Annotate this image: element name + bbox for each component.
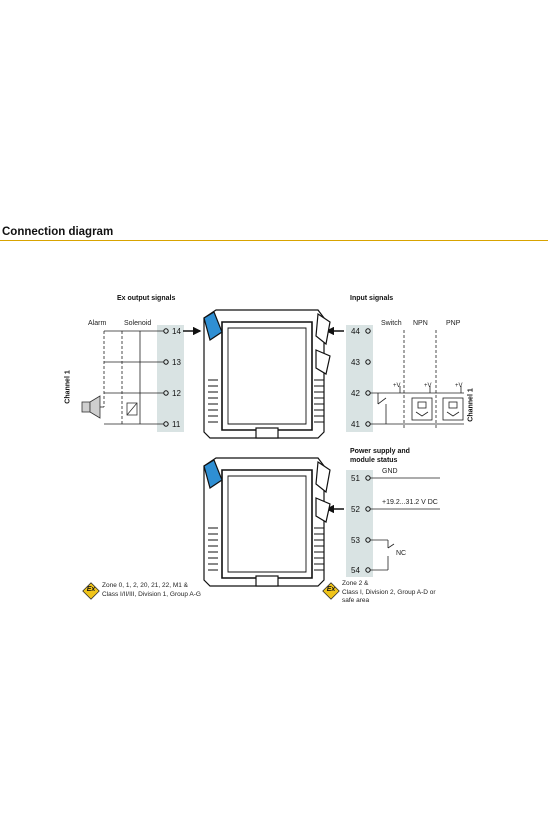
note-right-line2: Class I, Division 2, Group A-D or xyxy=(342,588,436,596)
terminal-43: 43 xyxy=(351,358,360,367)
terminal-51: 51 xyxy=(351,474,360,483)
note-left-line1: Zone 0, 1, 2, 20, 21, 22, M1 & xyxy=(102,582,188,589)
terminal-13: 13 xyxy=(172,358,181,367)
plus-v-switch: +V xyxy=(393,383,401,389)
terminal-53: 53 xyxy=(351,536,360,545)
gnd-label: GND xyxy=(382,468,398,475)
channel-left-label: Channel 1 xyxy=(64,370,72,404)
input-signals-heading: Input signals xyxy=(350,295,394,302)
power-heading-line2: module status xyxy=(350,457,398,464)
note-left-line2: Class I/II/III, Division 1, Group A-G xyxy=(102,590,201,598)
pnp-sensor-icon xyxy=(443,398,463,420)
npn-sensor-icon xyxy=(412,398,432,420)
supply-label: +19.2...31.2 V DC xyxy=(382,499,438,506)
terminal-52: 52 xyxy=(351,505,360,514)
ex-output-heading: Ex output signals xyxy=(117,295,176,302)
solenoid-label: Solenoid xyxy=(124,320,152,327)
note-right-line1: Zone 2 & xyxy=(342,580,369,587)
terminal-42: 42 xyxy=(351,389,360,398)
terminal-11: 11 xyxy=(172,420,181,429)
left-terminal-circles xyxy=(164,329,168,426)
right-terminal-circles xyxy=(366,329,370,572)
power-heading-line1: Power supply and xyxy=(350,448,410,455)
module-top xyxy=(204,310,330,438)
pnp-label: PNP xyxy=(446,320,461,327)
terminal-12: 12 xyxy=(172,389,181,398)
switch-contact-icon xyxy=(378,393,386,424)
ex-badge-left-text: Ex xyxy=(86,586,96,593)
plus-v-pnp: +V xyxy=(455,383,463,389)
alarm-horn-icon xyxy=(82,396,100,418)
alarm-label: Alarm xyxy=(88,320,107,327)
diagram-title: Connection diagram xyxy=(2,226,114,238)
terminal-44: 44 xyxy=(351,327,360,336)
terminal-41: 41 xyxy=(351,420,360,429)
terminal-14: 14 xyxy=(172,327,181,336)
ex-badge-right-text: Ex xyxy=(326,586,336,593)
power-wiring xyxy=(370,478,440,570)
note-right-line3: safe area xyxy=(342,597,370,604)
nc-label: NC xyxy=(396,550,407,557)
module-bottom xyxy=(204,458,330,586)
npn-label: NPN xyxy=(413,320,428,327)
terminal-54: 54 xyxy=(351,566,360,575)
channel-right-label: Channel 1 xyxy=(467,388,475,422)
solenoid-icon xyxy=(127,403,137,415)
plus-v-npn: +V xyxy=(424,383,432,389)
switch-label: Switch xyxy=(381,320,402,327)
